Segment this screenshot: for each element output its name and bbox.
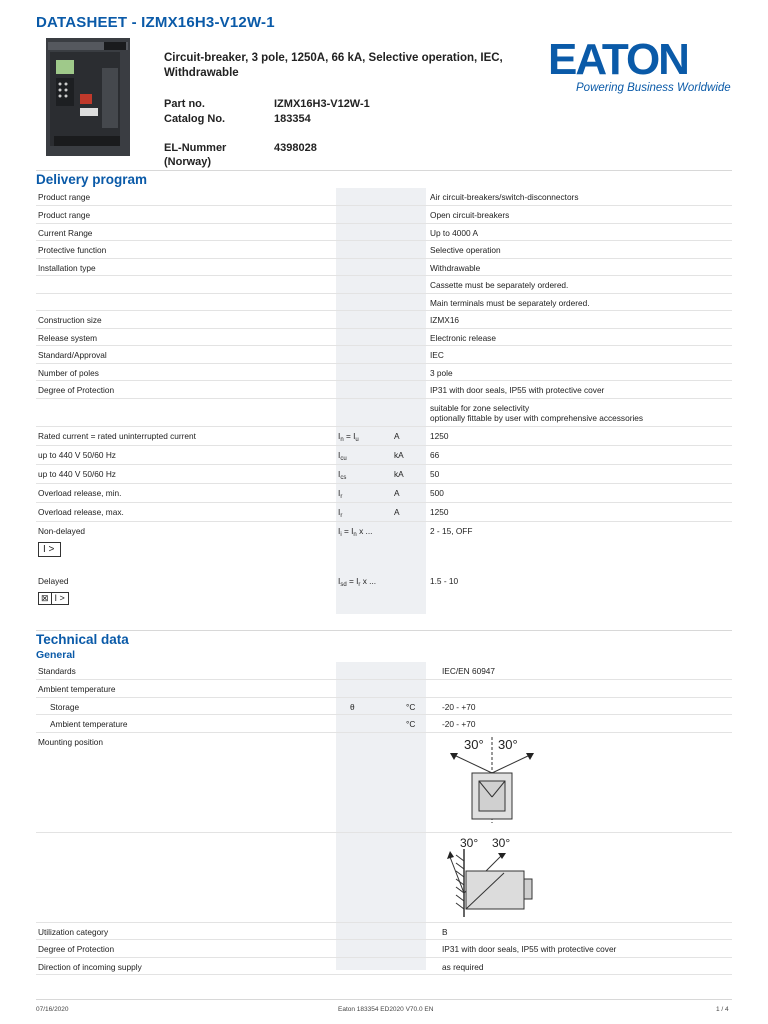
row-value: as required <box>440 957 732 975</box>
table-row <box>36 293 732 311</box>
symbol-text: I > <box>54 593 65 603</box>
row-label: Mounting position <box>36 732 348 832</box>
mounting-position-front-diagram <box>442 733 542 829</box>
row-value: Air circuit-breakers/switch-disconnectors <box>428 188 732 206</box>
divider <box>36 630 732 631</box>
row-value: Withdrawable <box>428 258 732 276</box>
footer-page-number: 1 / 4 <box>716 1006 729 1013</box>
row-label <box>36 293 336 311</box>
el-number-label-country: (Norway) <box>164 156 212 168</box>
row-label: Product range <box>36 206 336 224</box>
row-label: Protective function <box>36 241 336 259</box>
table-row <box>36 398 732 426</box>
row-label: up to 440 V 50/60 Hz <box>36 445 336 464</box>
table-row <box>36 445 732 464</box>
footer-date: 07/16/2020 <box>36 1006 69 1013</box>
accessories-note: optionally fittable by user with comprehensive accessories <box>430 412 644 423</box>
symbol-text: I > <box>43 543 55 555</box>
row-unit: A <box>392 483 428 502</box>
row-value: 1250 <box>428 426 732 445</box>
row-label <box>36 276 336 294</box>
row-unit: kA <box>392 445 428 464</box>
row-value: Cassette must be separately ordered. <box>428 276 732 294</box>
table-row <box>36 311 732 329</box>
table-row <box>36 521 732 572</box>
row-value: Up to 4000 A <box>428 223 732 241</box>
row-symbol: $I_i = I_n$ x ... <box>338 525 373 538</box>
row-value: IEC/EN 60947 <box>440 662 732 680</box>
brand-tagline: Powering Business Worldwide <box>576 82 731 94</box>
table-row <box>36 328 732 346</box>
zone-selectivity-note: suitable for zone selectivity <box>430 402 530 413</box>
row-unit: kA <box>392 464 428 483</box>
table-row <box>36 206 732 224</box>
row-label: Current Range <box>36 223 336 241</box>
technical-data-heading: Technical data <box>36 632 129 647</box>
table-row <box>36 715 732 733</box>
el-number-label: EL-Nummer <box>164 142 227 154</box>
catalog-no-label: Catalog No. <box>164 113 226 125</box>
eaton-logo <box>548 40 734 80</box>
delivery-program-heading: Delivery program <box>36 172 148 187</box>
row-label: Release system <box>36 328 336 346</box>
footer-divider <box>36 999 732 1000</box>
row-symbol: $I_r$ <box>336 483 392 502</box>
table-row <box>36 188 732 206</box>
row-label: Number of poles <box>36 363 336 381</box>
row-value: 66 <box>428 445 732 464</box>
short-time-delay-symbol <box>38 592 69 605</box>
row-unit: A <box>392 502 428 521</box>
table-row <box>36 426 732 445</box>
delay-box-icon: ⊠ <box>39 593 52 604</box>
row-label: Installation type <box>36 258 336 276</box>
row-label: Utilization category <box>36 922 348 940</box>
el-number-value: 4398028 <box>274 142 317 154</box>
row-label: Ambient temperature <box>36 680 348 698</box>
table-row <box>36 680 732 698</box>
table-row <box>36 483 732 502</box>
table-row <box>36 464 732 483</box>
row-value: -20 - +70 <box>440 715 732 733</box>
row-label: Storage <box>36 697 348 715</box>
row-value: 1.5 - 10 <box>430 576 459 586</box>
row-unit: °C <box>404 715 440 733</box>
table-row <box>36 922 732 940</box>
row-symbol: $I_n = I_u$ <box>336 426 392 445</box>
row-value: -20 - +70 <box>440 697 732 715</box>
table-row <box>36 732 732 832</box>
svg-text:EATON: EATON <box>548 40 688 80</box>
table-row <box>36 363 732 381</box>
row-value: 2 - 15, OFF <box>430 525 473 536</box>
row-value: IEC <box>428 346 732 364</box>
row-label: Degree of Protection <box>36 381 336 399</box>
divider <box>36 170 732 171</box>
row-value: 3 pole <box>428 363 732 381</box>
non-delayed-label: Non-delayed <box>38 525 86 536</box>
row-label: up to 440 V 50/60 Hz <box>36 464 336 483</box>
angle-label-left: 30° <box>464 736 484 752</box>
delivery-program-table <box>36 188 732 614</box>
delayed-label: Delayed <box>38 576 69 586</box>
general-subheading: General <box>36 649 76 661</box>
row-label: Ambient temperature <box>36 715 348 733</box>
table-row <box>36 662 732 680</box>
table-row <box>36 276 732 294</box>
table-row <box>36 346 732 364</box>
row-value: 500 <box>428 483 732 502</box>
part-no-value: IZMX16H3-V12W-1 <box>274 98 370 110</box>
row-value: Open circuit-breakers <box>428 206 732 224</box>
product-description: Circuit-breaker, 3 pole, 1250A, 66 kA, Selective operation, IEC, Withdrawable <box>164 52 503 79</box>
table-row <box>36 697 732 715</box>
row-label: Overload release, min. <box>36 483 336 502</box>
row-unit: A <box>392 426 428 445</box>
angle-label-right: 30° <box>492 835 511 850</box>
product-image <box>46 38 130 156</box>
row-label: Rated current = rated uninterrupted current <box>36 426 336 445</box>
table-row <box>36 502 732 521</box>
instantaneous-release-symbol <box>38 542 61 557</box>
table-row <box>36 258 732 276</box>
row-symbol: $I_{cu}$ <box>336 445 392 464</box>
table-row <box>36 957 732 975</box>
part-no-label: Part no. <box>164 98 205 110</box>
table-row <box>36 223 732 241</box>
row-label: Standards <box>36 662 348 680</box>
row-label: Construction size <box>36 311 336 329</box>
row-symbol: $I_{sd} = I_r$ x ... <box>338 576 377 588</box>
catalog-no-value: 183354 <box>274 113 311 125</box>
row-value: IP31 with door seals, IP55 with protective cover <box>440 940 732 958</box>
technical-data-table <box>36 662 732 975</box>
row-symbol: $I_{cs}$ <box>336 464 392 483</box>
row-value: Main terminals must be separately ordered. <box>428 293 732 311</box>
row-value: IP31 with door seals, IP55 with protective cover <box>428 381 732 399</box>
row-label: Product range <box>36 188 336 206</box>
row-value: 50 <box>428 464 732 483</box>
row-value: IZMX16 <box>428 311 732 329</box>
mounting-position-side-diagram <box>442 833 542 919</box>
angle-label-left: 30° <box>460 835 479 850</box>
table-row <box>36 572 732 614</box>
row-value: Selective operation <box>428 241 732 259</box>
table-row <box>36 241 732 259</box>
angle-label-right: 30° <box>498 736 518 752</box>
table-row <box>36 832 732 922</box>
row-unit: °C <box>404 697 440 715</box>
footer-doc-id: Eaton 183354 ED2020 V70.0 EN <box>338 1006 434 1013</box>
row-label: Overload release, max. <box>36 502 336 521</box>
row-value: 1250 <box>428 502 732 521</box>
row-label: Degree of Protection <box>36 940 348 958</box>
row-symbol: $I_r$ <box>336 502 392 521</box>
row-value: B <box>440 922 732 940</box>
row-symbol: θ <box>348 697 404 715</box>
row-label: Standard/Approval <box>36 346 336 364</box>
table-row <box>36 940 732 958</box>
table-row <box>36 381 732 399</box>
datasheet-title: DATASHEET - IZMX16H3-V12W-1 <box>36 14 275 31</box>
row-label: Direction of incoming supply <box>36 957 348 975</box>
row-value: Electronic release <box>428 328 732 346</box>
